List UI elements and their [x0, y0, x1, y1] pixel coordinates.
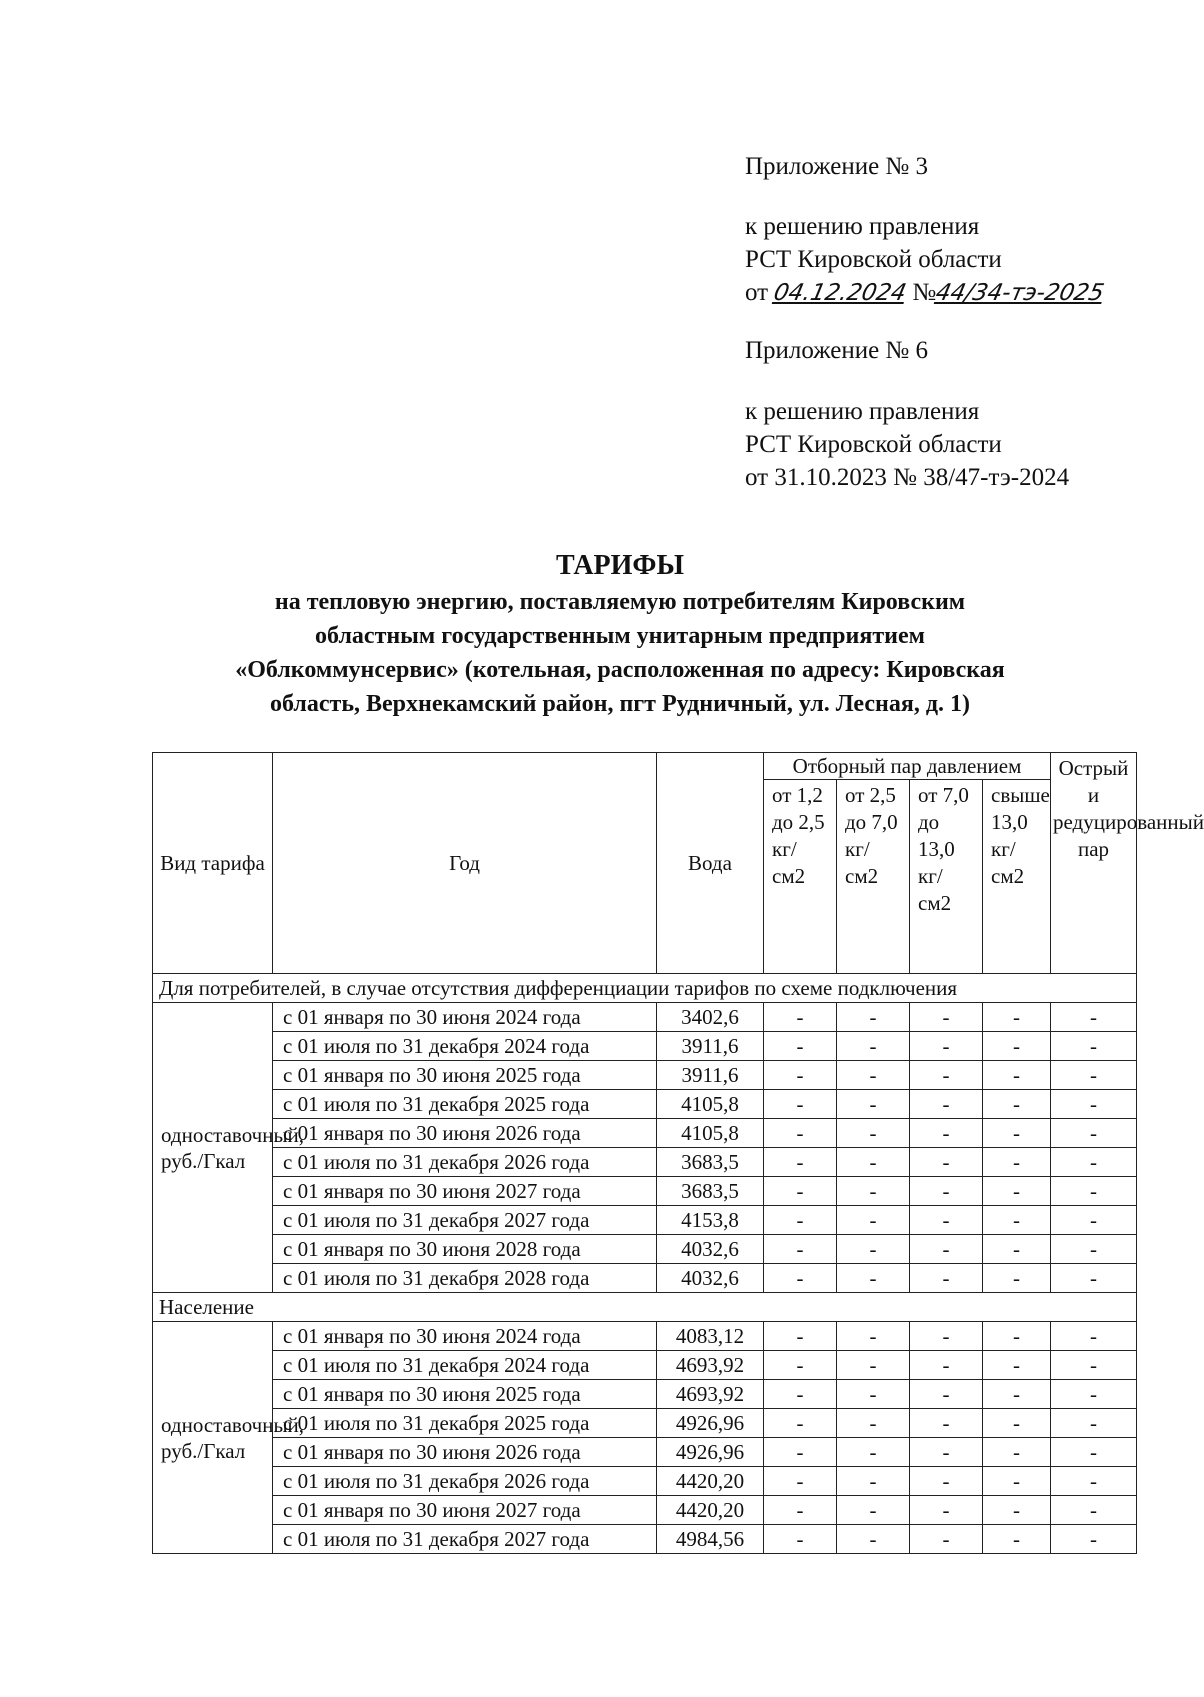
table-row — [153, 1177, 1137, 1206]
empty-tariff-cell: - — [910, 1351, 983, 1380]
empty-tariff-cell: - — [1051, 1177, 1137, 1206]
empty-tariff-cell: - — [910, 1032, 983, 1061]
table-row — [153, 1380, 1137, 1409]
empty-tariff-cell: - — [837, 1003, 910, 1032]
document-subtitle-line-3: «Облкоммунсервис» (котельная, расположенная по адресу: Кировская — [235, 657, 1005, 683]
empty-tariff-cell: - — [837, 1090, 910, 1119]
empty-tariff-cell: - — [837, 1235, 910, 1264]
appendix-6-decision: к решению правления — [745, 398, 980, 425]
empty-tariff-cell: - — [983, 1264, 1051, 1293]
empty-tariff-cell: - — [1051, 1119, 1137, 1148]
water-tariff-cell: 3911,6 — [657, 1032, 764, 1061]
empty-tariff-cell: - — [1051, 1438, 1137, 1467]
empty-tariff-cell: - — [764, 1090, 837, 1119]
empty-tariff-cell: - — [764, 1264, 837, 1293]
empty-tariff-cell: - — [1051, 1380, 1137, 1409]
header-steam-3: от 7,0 до 13,0 кг/см2 — [910, 780, 983, 974]
empty-tariff-cell: - — [1051, 1206, 1137, 1235]
tariffs-table — [152, 752, 1204, 1554]
appendix-3-date-prefix: от — [745, 279, 769, 306]
empty-tariff-cell: - — [983, 1525, 1051, 1554]
empty-tariff-cell: - — [1051, 1264, 1137, 1293]
water-tariff-cell: 4032,6 — [657, 1264, 764, 1293]
empty-tariff-cell: - — [983, 1148, 1051, 1177]
appendix-6-date-number: от 31.10.2023 № 38/47-тэ-2024 — [745, 464, 1070, 491]
table-header-row-1 — [153, 753, 1137, 780]
period-cell: с 01 января по 30 июня 2026 года — [273, 1119, 657, 1148]
period-cell: с 01 января по 30 июня 2027 года — [273, 1177, 657, 1206]
period-cell: с 01 июля по 31 декабря 2028 года — [273, 1264, 657, 1293]
empty-tariff-cell: - — [764, 1438, 837, 1467]
water-tariff-cell: 4032,6 — [657, 1235, 764, 1264]
water-tariff-cell: 4984,56 — [657, 1525, 764, 1554]
empty-tariff-cell: - — [1051, 1351, 1137, 1380]
header-year: Год — [273, 753, 657, 974]
period-cell: с 01 июля по 31 декабря 2026 года — [273, 1467, 657, 1496]
empty-tariff-cell: - — [983, 1177, 1051, 1206]
water-tariff-cell: 4420,20 — [657, 1467, 764, 1496]
empty-tariff-cell: - — [910, 1148, 983, 1177]
water-tariff-cell: 4420,20 — [657, 1496, 764, 1525]
empty-tariff-cell: - — [983, 1322, 1051, 1351]
empty-tariff-cell: - — [1051, 1409, 1137, 1438]
table-row — [153, 1438, 1137, 1467]
document-subtitle-line-4: область, Верхнекамский район, пгт Рудничный, ул. Лесная, д. 1) — [270, 691, 970, 717]
empty-tariff-cell: - — [1051, 1496, 1137, 1525]
empty-tariff-cell: - — [837, 1061, 910, 1090]
water-tariff-cell: 4105,8 — [657, 1090, 764, 1119]
empty-tariff-cell: - — [983, 1032, 1051, 1061]
empty-tariff-cell: - — [837, 1409, 910, 1438]
period-cell: с 01 июля по 31 декабря 2025 года — [273, 1409, 657, 1438]
empty-tariff-cell: - — [837, 1119, 910, 1148]
water-tariff-cell: 3683,5 — [657, 1148, 764, 1177]
header-steam-4: свыше 13,0 кг/см2 — [983, 780, 1051, 974]
empty-tariff-cell: - — [764, 1496, 837, 1525]
period-cell: с 01 июля по 31 декабря 2027 года — [273, 1206, 657, 1235]
empty-tariff-cell: - — [837, 1177, 910, 1206]
table-row — [153, 1351, 1137, 1380]
table-row — [153, 1264, 1137, 1293]
water-tariff-cell: 4105,8 — [657, 1119, 764, 1148]
appendix-3-decision: к решению правления — [745, 213, 980, 240]
empty-tariff-cell: - — [837, 1206, 910, 1235]
period-cell: с 01 января по 30 июня 2026 года — [273, 1438, 657, 1467]
empty-tariff-cell: - — [764, 1206, 837, 1235]
empty-tariff-cell: - — [764, 1148, 837, 1177]
empty-tariff-cell: - — [910, 1438, 983, 1467]
empty-tariff-cell: - — [837, 1467, 910, 1496]
header-sharp-steam: Острый и редуцированный пар — [1051, 753, 1137, 974]
empty-tariff-cell: - — [983, 1003, 1051, 1032]
empty-tariff-cell: - — [1051, 1032, 1137, 1061]
table-row — [153, 1061, 1137, 1090]
empty-tariff-cell: - — [983, 1351, 1051, 1380]
table-row — [153, 1322, 1137, 1351]
water-tariff-cell: 3911,6 — [657, 1061, 764, 1090]
document-subtitle-line-1: на тепловую энергию, поставляемую потребителям Кировским — [274, 589, 966, 615]
empty-tariff-cell: - — [837, 1148, 910, 1177]
empty-tariff-cell: - — [764, 1525, 837, 1554]
empty-tariff-cell: - — [983, 1496, 1051, 1525]
table-row — [153, 1467, 1137, 1496]
empty-tariff-cell: - — [910, 1496, 983, 1525]
empty-tariff-cell: - — [764, 1003, 837, 1032]
empty-tariff-cell: - — [910, 1467, 983, 1496]
water-tariff-cell: 4926,96 — [657, 1438, 764, 1467]
appendix-6-authority: РСТ Кировской области — [745, 431, 1002, 458]
empty-tariff-cell: - — [764, 1119, 837, 1148]
empty-tariff-cell: - — [764, 1409, 837, 1438]
empty-tariff-cell: - — [910, 1177, 983, 1206]
empty-tariff-cell: - — [910, 1380, 983, 1409]
empty-tariff-cell: - — [983, 1090, 1051, 1119]
empty-tariff-cell: - — [1051, 1061, 1137, 1090]
water-tariff-cell: 3402,6 — [657, 1003, 764, 1032]
empty-tariff-cell: - — [837, 1322, 910, 1351]
tariff-kind: одноставочный, руб./Гкал — [153, 1003, 273, 1293]
empty-tariff-cell: - — [1051, 1003, 1137, 1032]
empty-tariff-cell: - — [910, 1206, 983, 1235]
table-row — [153, 1090, 1137, 1119]
empty-tariff-cell: - — [983, 1235, 1051, 1264]
period-cell: с 01 января по 30 июня 2025 года — [273, 1380, 657, 1409]
header-kind: Вид тарифа — [153, 753, 273, 974]
appendix-6-heading: Приложение № 6 — [745, 337, 929, 364]
water-tariff-cell: 4153,8 — [657, 1206, 764, 1235]
period-cell: с 01 июля по 31 декабря 2025 года — [273, 1090, 657, 1119]
empty-tariff-cell: - — [1051, 1322, 1137, 1351]
header-steam-group: Отборный пар давлением — [764, 753, 1051, 780]
empty-tariff-cell: - — [983, 1061, 1051, 1090]
water-tariff-cell: 4926,96 — [657, 1409, 764, 1438]
empty-tariff-cell: - — [910, 1409, 983, 1438]
empty-tariff-cell: - — [1051, 1235, 1137, 1264]
empty-tariff-cell: - — [1051, 1090, 1137, 1119]
period-cell: с 01 января по 30 июня 2024 года — [273, 1003, 657, 1032]
empty-tariff-cell: - — [837, 1525, 910, 1554]
empty-tariff-cell: - — [910, 1235, 983, 1264]
handwritten-number: 44/34-тэ-2025 — [933, 280, 1107, 306]
empty-tariff-cell: - — [764, 1177, 837, 1206]
water-tariff-cell: 4083,12 — [657, 1322, 764, 1351]
table-row — [153, 1148, 1137, 1177]
empty-tariff-cell: - — [983, 1380, 1051, 1409]
table-row — [153, 1409, 1137, 1438]
section-row — [153, 1293, 1137, 1322]
header-water: Вода — [657, 753, 764, 974]
empty-tariff-cell: - — [837, 1496, 910, 1525]
empty-tariff-cell: - — [910, 1090, 983, 1119]
water-tariff-cell: 4693,92 — [657, 1380, 764, 1409]
table-row — [153, 1003, 1137, 1032]
empty-tariff-cell: - — [764, 1322, 837, 1351]
table-row — [153, 1496, 1137, 1525]
section-row — [153, 974, 1137, 1003]
period-cell: с 01 июля по 31 декабря 2024 года — [273, 1032, 657, 1061]
water-tariff-cell: 4693,92 — [657, 1351, 764, 1380]
empty-tariff-cell: - — [764, 1061, 837, 1090]
empty-tariff-cell: - — [983, 1409, 1051, 1438]
period-cell: с 01 января по 30 июня 2028 года — [273, 1235, 657, 1264]
empty-tariff-cell: - — [837, 1264, 910, 1293]
empty-tariff-cell: - — [837, 1351, 910, 1380]
period-cell: с 01 января по 30 июня 2024 года — [273, 1322, 657, 1351]
table-row — [153, 1119, 1137, 1148]
empty-tariff-cell: - — [1051, 1467, 1137, 1496]
table-row — [153, 1032, 1137, 1061]
empty-tariff-cell: - — [764, 1467, 837, 1496]
section-title: Население — [153, 1293, 1137, 1322]
header-steam-1: от 1,2 до 2,5 кг/см2 — [764, 780, 837, 974]
period-cell: с 01 июля по 31 декабря 2026 года — [273, 1148, 657, 1177]
empty-tariff-cell: - — [983, 1438, 1051, 1467]
empty-tariff-cell: - — [837, 1032, 910, 1061]
empty-tariff-cell: - — [764, 1380, 837, 1409]
header-steam-2: от 2,5 до 7,0 кг/см2 — [837, 780, 910, 974]
empty-tariff-cell: - — [1051, 1148, 1137, 1177]
empty-tariff-cell: - — [837, 1380, 910, 1409]
appendix-3-authority: РСТ Кировской области — [745, 246, 1002, 273]
period-cell: с 01 января по 30 июня 2027 года — [273, 1496, 657, 1525]
appendix-block — [745, 150, 1107, 494]
table-row — [153, 1235, 1137, 1264]
empty-tariff-cell: - — [837, 1438, 910, 1467]
empty-tariff-cell: - — [983, 1119, 1051, 1148]
empty-tariff-cell: - — [910, 1003, 983, 1032]
empty-tariff-cell: - — [910, 1061, 983, 1090]
document-subtitle-line-2: областным государственным унитарным предприятием — [315, 623, 925, 649]
document-title: ТАРИФЫ — [556, 550, 684, 581]
empty-tariff-cell: - — [1051, 1525, 1137, 1554]
appendix-3-heading: Приложение № 3 — [745, 153, 929, 180]
empty-tariff-cell: - — [764, 1351, 837, 1380]
appendix-3-date-number — [745, 276, 1107, 310]
empty-tariff-cell: - — [983, 1467, 1051, 1496]
empty-tariff-cell: - — [910, 1322, 983, 1351]
empty-tariff-cell: - — [764, 1235, 837, 1264]
tariff-kind: одноставочный, руб./Гкал — [153, 1322, 273, 1554]
empty-tariff-cell: - — [910, 1264, 983, 1293]
empty-tariff-cell: - — [910, 1119, 983, 1148]
appendix-3-number-prefix: № — [912, 279, 937, 306]
handwritten-date: 04.12.2024 — [771, 280, 909, 306]
period-cell: с 01 июля по 31 декабря 2024 года — [273, 1351, 657, 1380]
period-cell: с 01 января по 30 июня 2025 года — [273, 1061, 657, 1090]
section-title: Для потребителей, в случае отсутствия дифференциации тарифов по схеме подключения — [153, 974, 1137, 1003]
document-title-block — [170, 548, 1070, 720]
table-row — [153, 1525, 1137, 1554]
water-tariff-cell: 3683,5 — [657, 1177, 764, 1206]
empty-tariff-cell: - — [764, 1032, 837, 1061]
empty-tariff-cell: - — [983, 1206, 1051, 1235]
empty-tariff-cell: - — [910, 1525, 983, 1554]
table-row — [153, 1206, 1137, 1235]
period-cell: с 01 июля по 31 декабря 2027 года — [273, 1525, 657, 1554]
